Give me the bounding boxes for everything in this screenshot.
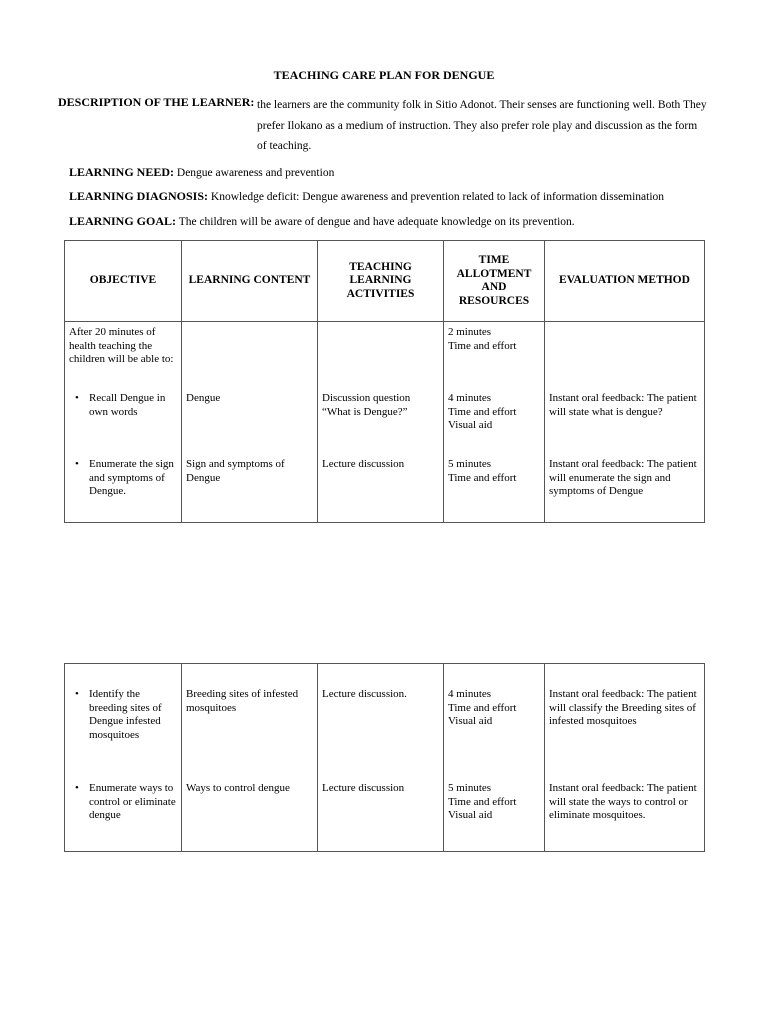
objective-bullet bbox=[69, 458, 177, 499]
learning-diagnosis bbox=[69, 189, 664, 204]
time-text: 2 minutes bbox=[448, 326, 492, 338]
evaluation-text: Instant oral feedback: The patient will state the ways to control or eliminate mosquitoes. bbox=[549, 782, 697, 821]
description-text: the learners are the community folk in Sitio Adonot. Their senses are functioning well. Both They prefer Ilokano as a medium of instruction. They also prefer role play and discussion as the form of teaching. bbox=[257, 99, 707, 152]
header-objective: OBJECTIVE bbox=[65, 241, 182, 322]
bullet-icon: • bbox=[75, 458, 79, 470]
objective-text: Enumerate the sign and symptoms of Dengue. bbox=[89, 458, 174, 497]
resource-text: Time and effort bbox=[448, 471, 517, 484]
activity-text: Lecture discussion bbox=[322, 782, 405, 794]
document-title: TEACHING CARE PLAN FOR DENGUE bbox=[273, 68, 495, 82]
learning-need bbox=[69, 165, 334, 180]
resource-text: Time and effort bbox=[448, 339, 517, 352]
table-header-row bbox=[65, 241, 705, 322]
learning-need-label: LEARNING NEED: bbox=[69, 165, 175, 179]
table-row bbox=[65, 322, 705, 523]
content-text: Sign and symptoms of Dengue bbox=[186, 458, 285, 484]
learning-goal-label: LEARNING GOAL: bbox=[69, 214, 177, 228]
objective-bullet bbox=[69, 782, 177, 823]
table-row bbox=[65, 664, 705, 852]
resource-text: Visual aid bbox=[448, 419, 493, 431]
learning-diagnosis-text: Knowledge deficit: Dengue awareness and prevention related to lack of information dissemination bbox=[210, 191, 665, 203]
header-learning-content: LEARNING CONTENT bbox=[182, 241, 318, 322]
time-cell bbox=[444, 664, 545, 852]
time-text: 4 minutes bbox=[448, 392, 492, 404]
resource-text: Time and effort bbox=[448, 701, 517, 714]
time-text: 5 minutes bbox=[448, 458, 492, 470]
description-label: DESCRIPTION OF THE LEARNER: bbox=[58, 95, 255, 109]
learning-need-text: Dengue awareness and prevention bbox=[176, 167, 335, 179]
content-text: Breeding sites of infested mosquitoes bbox=[186, 688, 299, 714]
learning-diagnosis-label: LEARNING DIAGNOSIS: bbox=[69, 189, 209, 203]
header-teaching-activities: TEACHING LEARNING ACTIVITIES bbox=[318, 241, 444, 322]
objective-cell bbox=[65, 664, 182, 852]
objective-bullet bbox=[69, 392, 177, 458]
bullet-icon: • bbox=[75, 782, 79, 794]
evaluation-text: Instant oral feedback: The patient will enumerate the sign and symptoms of Dengue bbox=[549, 458, 697, 497]
resource-text: Visual aid bbox=[448, 715, 493, 727]
evaluation-text: Instant oral feedback: The patient will state what is dengue? bbox=[549, 392, 697, 418]
activities-cell bbox=[318, 664, 444, 852]
content-cell bbox=[182, 664, 318, 852]
objective-text: Identify the breeding sites of Dengue infested mosquitoes bbox=[89, 688, 162, 741]
time-text: 5 minutes bbox=[448, 782, 492, 794]
intro-objective: After 20 minutes of health teaching the children will be able to: bbox=[69, 326, 174, 365]
activity-text: Lecture discussion. bbox=[322, 688, 407, 700]
resource-text: Visual aid bbox=[448, 809, 493, 821]
activities-cell bbox=[318, 322, 444, 523]
activity-text: Lecture discussion bbox=[322, 458, 405, 470]
objective-bullet bbox=[69, 688, 177, 782]
header-evaluation-method: EVALUATION METHOD bbox=[545, 241, 705, 322]
bullet-icon: • bbox=[75, 392, 79, 404]
learning-goal bbox=[69, 214, 575, 229]
activity-text: Discussion question bbox=[322, 392, 411, 404]
time-text: 4 minutes bbox=[448, 688, 492, 700]
time-cell bbox=[444, 322, 545, 523]
learning-goal-text: The children will be aware of dengue and have adequate knowledge on its prevention. bbox=[178, 216, 575, 228]
content-text: Ways to control dengue bbox=[186, 782, 290, 794]
activity-text: “What is Dengue?” bbox=[322, 405, 408, 418]
objective-text: Recall Dengue in own words bbox=[89, 392, 166, 418]
evaluation-text: Instant oral feedback: The patient will classify the Breeding sites of infested mosquitoes bbox=[549, 688, 697, 727]
care-plan-table-2 bbox=[64, 663, 705, 852]
objective-cell bbox=[65, 322, 182, 523]
care-plan-table-1 bbox=[64, 240, 705, 523]
content-cell bbox=[182, 322, 318, 523]
evaluation-cell bbox=[545, 322, 705, 523]
content-text: Dengue bbox=[186, 392, 221, 404]
resource-text: Time and effort bbox=[448, 795, 517, 808]
resource-text: Time and effort bbox=[448, 405, 517, 418]
evaluation-cell bbox=[545, 664, 705, 852]
header-time-allotment: TIME ALLOTMENT AND RESOURCES bbox=[444, 241, 545, 322]
bullet-icon: • bbox=[75, 688, 79, 700]
objective-text: Enumerate ways to control or eliminate dengue bbox=[89, 782, 176, 821]
